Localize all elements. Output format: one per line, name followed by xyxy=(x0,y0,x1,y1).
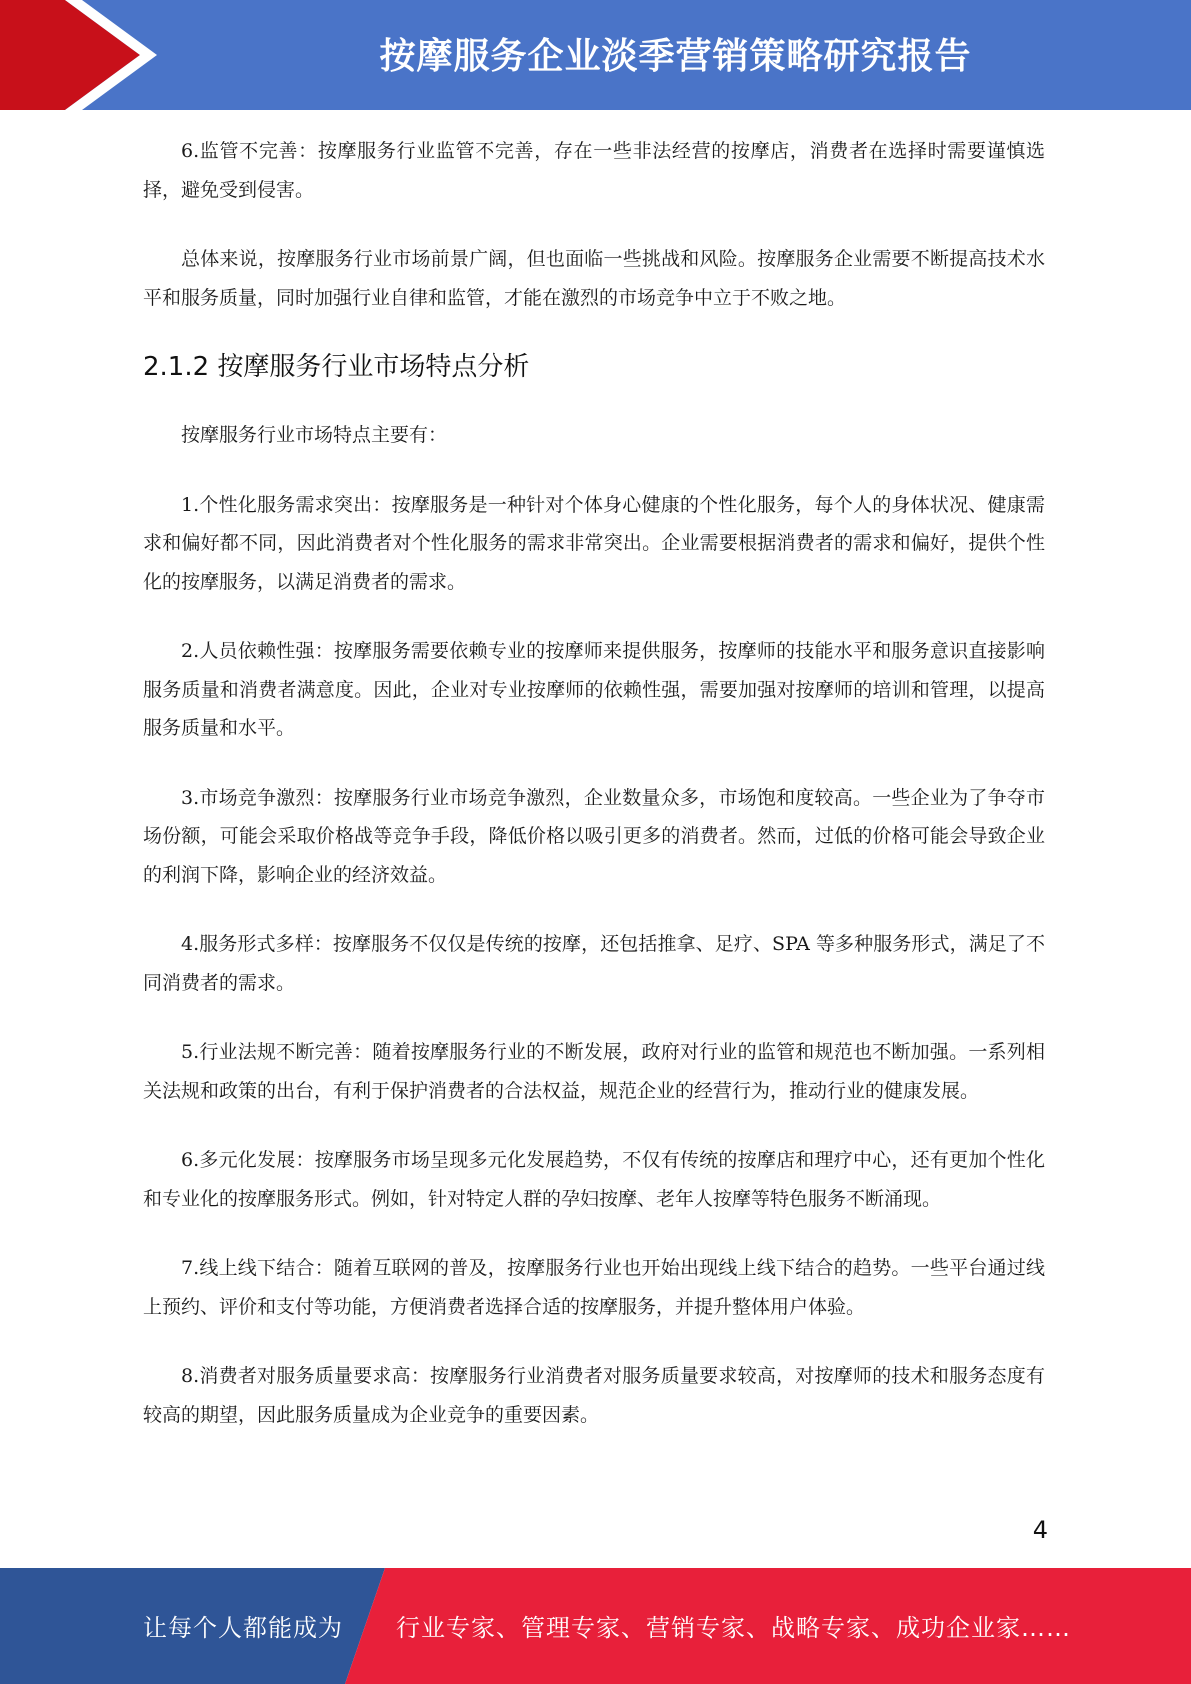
paragraph: 4.服务形式多样：按摩服务不仅仅是传统的按摩，还包括推拿、足疗、SPA 等多种服务形式，满足了不同消费者的需求。 xyxy=(143,933,1045,994)
report-title: 按摩服务企业淡季营销策略研究报告 xyxy=(379,36,972,77)
footer-slogan-left: 让每个人都能成为 xyxy=(143,1614,343,1642)
header-banner xyxy=(0,0,1191,110)
page-number: 4 xyxy=(1032,1516,1048,1544)
paragraph: 按摩服务行业市场特点主要有： xyxy=(181,424,448,446)
document-body xyxy=(143,132,1045,1465)
paragraph: 6.多元化发展：按摩服务市场呈现多元化发展趋势，不仅有传统的按摩店和理疗中心，还有更加个性化和专业化的按摩服务形式。例如，针对特定人群的孕妇按摩、老年人按摩等特色服务不断涌现。 xyxy=(143,1149,1045,1210)
paragraph: 8.消费者对服务质量要求高：按摩服务行业消费者对服务质量要求较高，对按摩师的技术和服务态度有较高的期望，因此服务质量成为企业竞争的重要因素。 xyxy=(143,1365,1045,1426)
section-heading: 2.1.2 按摩服务行业市场特点分析 xyxy=(143,352,530,382)
paragraph: 3.市场竞争激烈：按摩服务行业市场竞争激烈，企业数量众多，市场饱和度较高。一些企业为了争夺市场份额，可能会采取价格战等竞争手段，降低价格以吸引更多的消费者。然而，过低的价格可能会导致企业的利润下降，影响企业的经济效益。 xyxy=(143,786,1045,886)
paragraph: 2.人员依赖性强：按摩服务需要依赖专业的按摩师来提供服务，按摩师的技能水平和服务意识直接影响服务质量和消费者满意度。因此，企业对专业按摩师的依赖性强，需要加强对按摩师的培训和管理，以提高服务质量和水平。 xyxy=(143,640,1045,739)
paragraph: 总体来说，按摩服务行业市场前景广阔，但也面临一些挑战和风险。按摩服务企业需要不断提高技术水平和服务质量，同时加强行业自律和监管，才能在激烈的市场竞争中立于不败之地。 xyxy=(143,248,1045,309)
paragraph: 5.行业法规不断完善：随着按摩服务行业的不断发展，政府对行业的监管和规范也不断加强。一系列相关法规和政策的出台，有利于保护消费者的合法权益，规范企业的经营行为，推动行业的健康发展。 xyxy=(143,1041,1045,1102)
paragraph: 7.线上线下结合：随着互联网的普及，按摩服务行业也开始出现线上线下结合的趋势。一些平台通过线上预约、评价和支付等功能，方便消费者选择合适的按摩服务，并提升整体用户体验。 xyxy=(143,1257,1045,1318)
footer-banner xyxy=(0,1568,1191,1684)
footer-slogan-right: 行业专家、管理专家、营销专家、战略专家、成功企业家…… xyxy=(396,1614,1071,1642)
paragraph: 6.监管不完善：按摩服务行业监管不完善，存在一些非法经营的按摩店，消费者在选择时需要谨慎选择，避免受到侵害。 xyxy=(143,140,1045,201)
paragraph: 1.个性化服务需求突出：按摩服务是一种针对个体身心健康的个性化服务，每个人的身体状况、健康需求和偏好都不同，因此消费者对个性化服务的需求非常突出。企业需要根据消费者的需求和偏好，提供个性化的按摩服务，以满足消费者的需求。 xyxy=(143,493,1045,593)
